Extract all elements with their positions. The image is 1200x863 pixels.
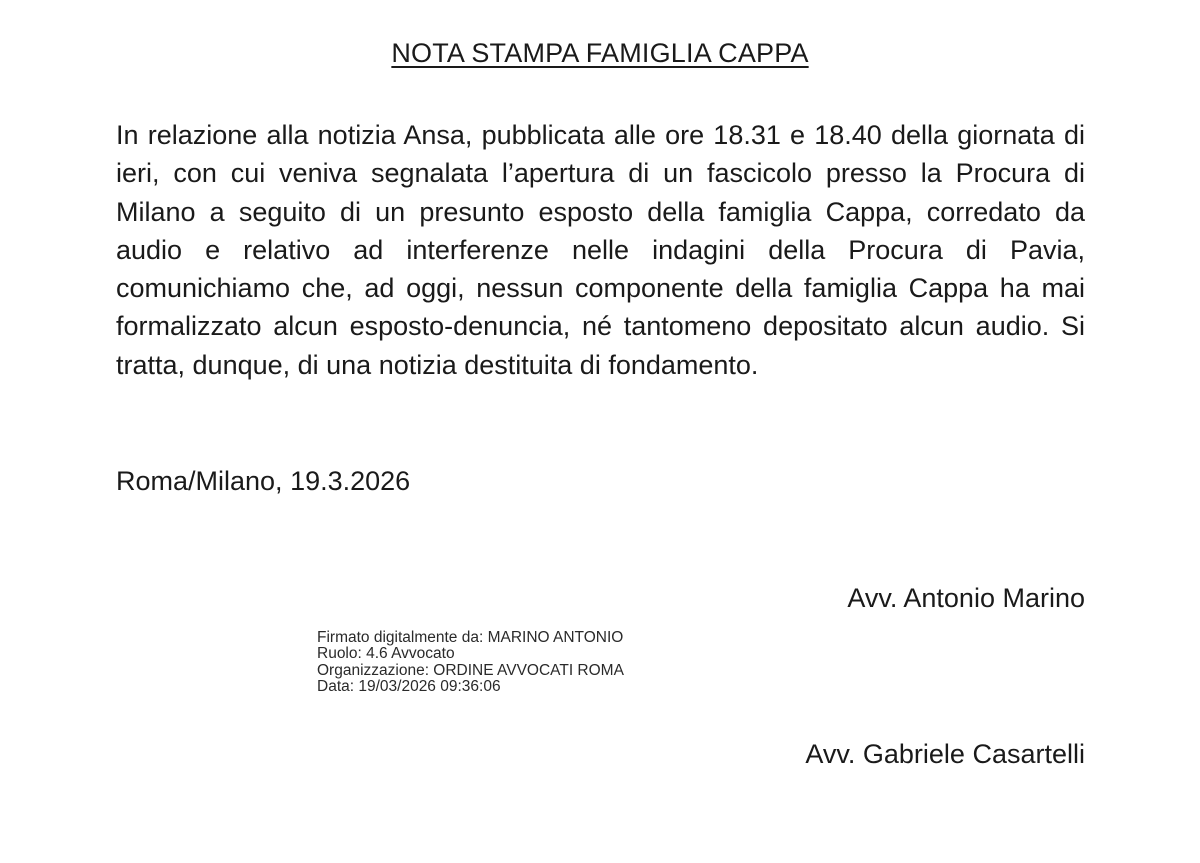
signatory-gabriele-casartelli: Avv. Gabriele Casartelli	[805, 739, 1085, 769]
digital-signature-signer: Firmato digitalmente da: MARINO ANTONIO	[317, 629, 624, 646]
digital-signature-date: Data: 19/03/2026 09:36:06	[317, 678, 501, 696]
document-title: NOTA STAMPA FAMIGLIA CAPPA	[391, 38, 809, 68]
digital-signature-organization: Organizzazione: ORDINE AVVOCATI ROMA	[317, 661, 624, 679]
digital-signature-role: Ruolo: 4.6 Avvocato	[317, 645, 455, 663]
body-paragraph: In relazione alla notizia Ansa, pubblicata alle ore 18.31 e 18.40 della giornata di ieri, con cui veniva segnalata l’apertura di un fascicolo presso la Procura di Milano a seguito di un presunto esposto della famiglia Cappa, corredato da audio e relativo ad interferenze nelle indagini della Procura di Pavia, comunichiamo che, ad oggi, nessun componente della famiglia Cappa ha mai formalizzato alcun esposto-denuncia, né tantomeno depositato alcun audio. Si tratta, dunque, di una notizia destituita di fondamento.	[116, 120, 1085, 380]
place-date: Roma/Milano, 19.3.2026	[116, 466, 411, 496]
digital-signature-block	[317, 630, 624, 696]
signatory-antonio-marino: Avv. Antonio Marino	[847, 583, 1085, 613]
